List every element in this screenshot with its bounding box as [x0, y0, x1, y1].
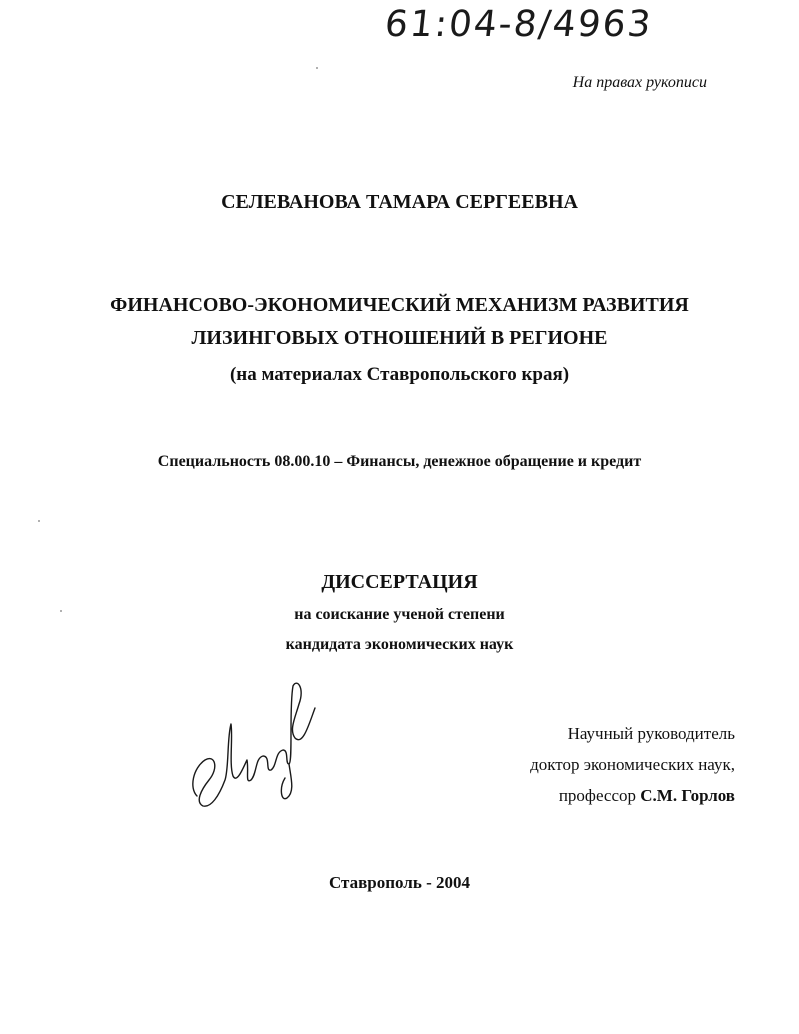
supervisor-name-line [559, 786, 735, 806]
document-type: ДИССЕРТАЦИЯ [321, 571, 478, 593]
rights-note: На правах рукописи [572, 74, 707, 91]
supervisor-name: С.М. Горлов [640, 786, 735, 805]
supervisor-degree: доктор экономических наук, [530, 755, 735, 774]
scan-speck [60, 610, 62, 612]
supervisor-role: Научный руководитель [567, 724, 735, 743]
author-name: СЕЛЕВАНОВА ТАМАРА СЕРГЕЕВНА [221, 191, 578, 213]
scan-speck [38, 520, 40, 522]
supervisor-title: профессор [558, 786, 637, 805]
degree-line-1: на соискание ученой степени [294, 606, 505, 623]
title-line-3: (на материалах Ставропольского края) [229, 364, 570, 385]
signature-icon [185, 668, 325, 818]
degree-line-2: кандидата экономических наук [285, 636, 514, 653]
title-line-1: ФИНАНСОВО-ЭКОНОМИЧЕСКИЙ МЕХАНИЗМ РАЗВИТИЯ [110, 294, 689, 316]
specialty: Специальность 08.00.10 – Финансы, денежное обращение и кредит [157, 453, 642, 470]
scan-speck [316, 67, 318, 69]
handwritten-archive-number: 61:04-8/4963 [382, 4, 655, 45]
title-line-2: ЛИЗИНГОВЫХ ОТНОШЕНИЙ В РЕГИОНЕ [191, 327, 608, 349]
city-year: Ставрополь - 2004 [328, 873, 470, 892]
